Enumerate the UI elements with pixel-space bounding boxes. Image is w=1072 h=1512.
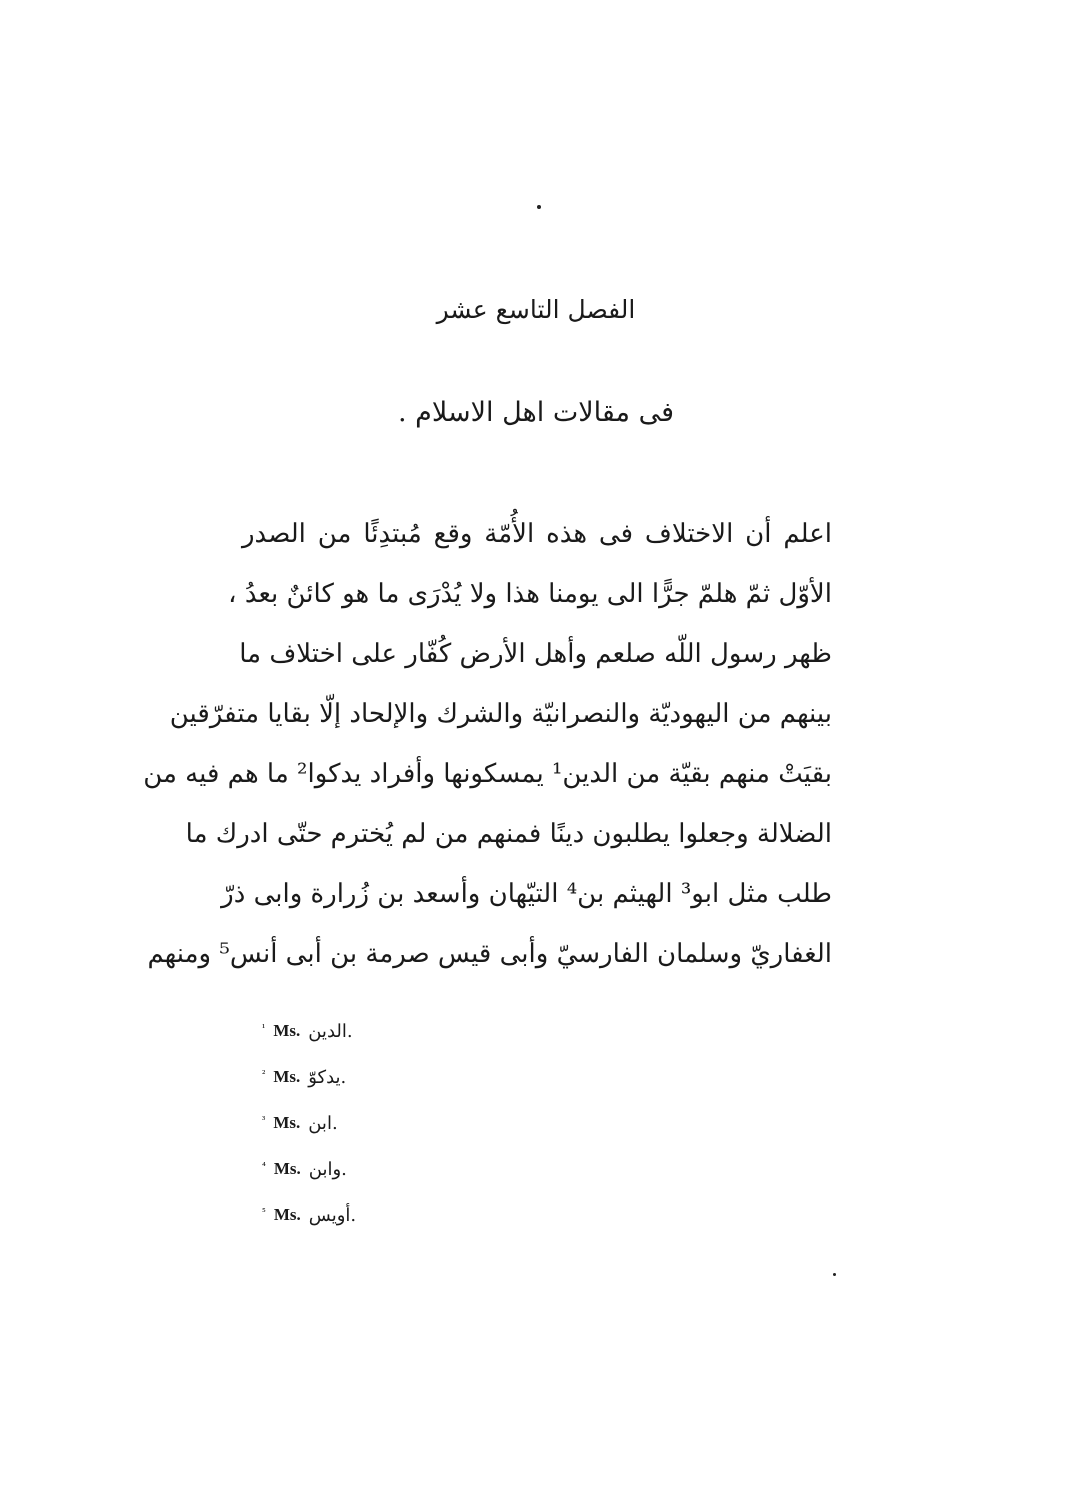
footnote (262, 1008, 522, 1054)
footnote (262, 1146, 522, 1192)
footnote-number: ⁵ (262, 1206, 266, 1218)
footnote-ms: Ms. (273, 1021, 301, 1040)
body-text (143, 504, 832, 984)
text-line: اعلم أن الاختلاف فى هذه الأُمّة وقع مُبتدِئًا من الصدر (242, 519, 832, 549)
text-line: ظهر رسول اللّه صلعم وأهل الأرض كُفّار على اختلاف ما (239, 639, 832, 669)
footnote-ms: Ms. (273, 1113, 301, 1132)
footnote-reading: .وابن (308, 1158, 347, 1180)
ink-speck (833, 1273, 836, 1276)
footnote (262, 1054, 522, 1100)
text-line: بينهم من اليهوديّة والنصرانيّة والشرك والإلحاد إلّا بقايا متفرّقين (169, 699, 832, 729)
text-line: بقيَتْ منهم بقيّة من الدين¹ يمسكونها وأفراد يدكوا² ما هم فيه من (143, 759, 832, 789)
text-line: الغفاريّ وسلمان الفارسيّ وأبى قيس صرمة بن أبى أنس⁵ ومنهم (147, 939, 832, 969)
footnote-number: ¹ (262, 1022, 266, 1034)
ink-speck (537, 205, 541, 209)
text-line: الضلالة وجعلوا يطلبون دينًا فمنهم من لم يُخترم حتّى ادرك ما (185, 819, 832, 849)
footnote-ms: Ms. (273, 1159, 301, 1178)
footnote-reading: .ابن (308, 1112, 338, 1134)
text-line: الأوّل ثمّ هلمّ جرًّا الى يومنا هذا ولا يُدْرَى ما هو كائنٌ بعدُ ، (228, 579, 832, 609)
text-line: طلب مثل ابو³ الهيثم بن⁴ التيّهان وأسعد بن زُرارة وابى ذرّ (221, 879, 832, 909)
footnote-ms: Ms. (273, 1205, 301, 1224)
footnote-reading: .أويس (308, 1204, 357, 1226)
footnote-reading: .الدين (308, 1020, 353, 1042)
footnote-number: ⁴ (262, 1160, 266, 1172)
footnotes (262, 1008, 522, 1238)
footnote-reading: .يدكوّ (308, 1066, 347, 1088)
chapter-heading: الفصل التاسع عشر (436, 295, 636, 324)
footnote-number: ² (262, 1068, 266, 1080)
footnote (262, 1100, 522, 1146)
footnote (262, 1192, 522, 1238)
chapter-subtitle: فى مقالات اهل الاسلام . (397, 397, 675, 428)
footnote-ms: Ms. (273, 1067, 301, 1086)
footnote-number: ³ (262, 1114, 266, 1126)
